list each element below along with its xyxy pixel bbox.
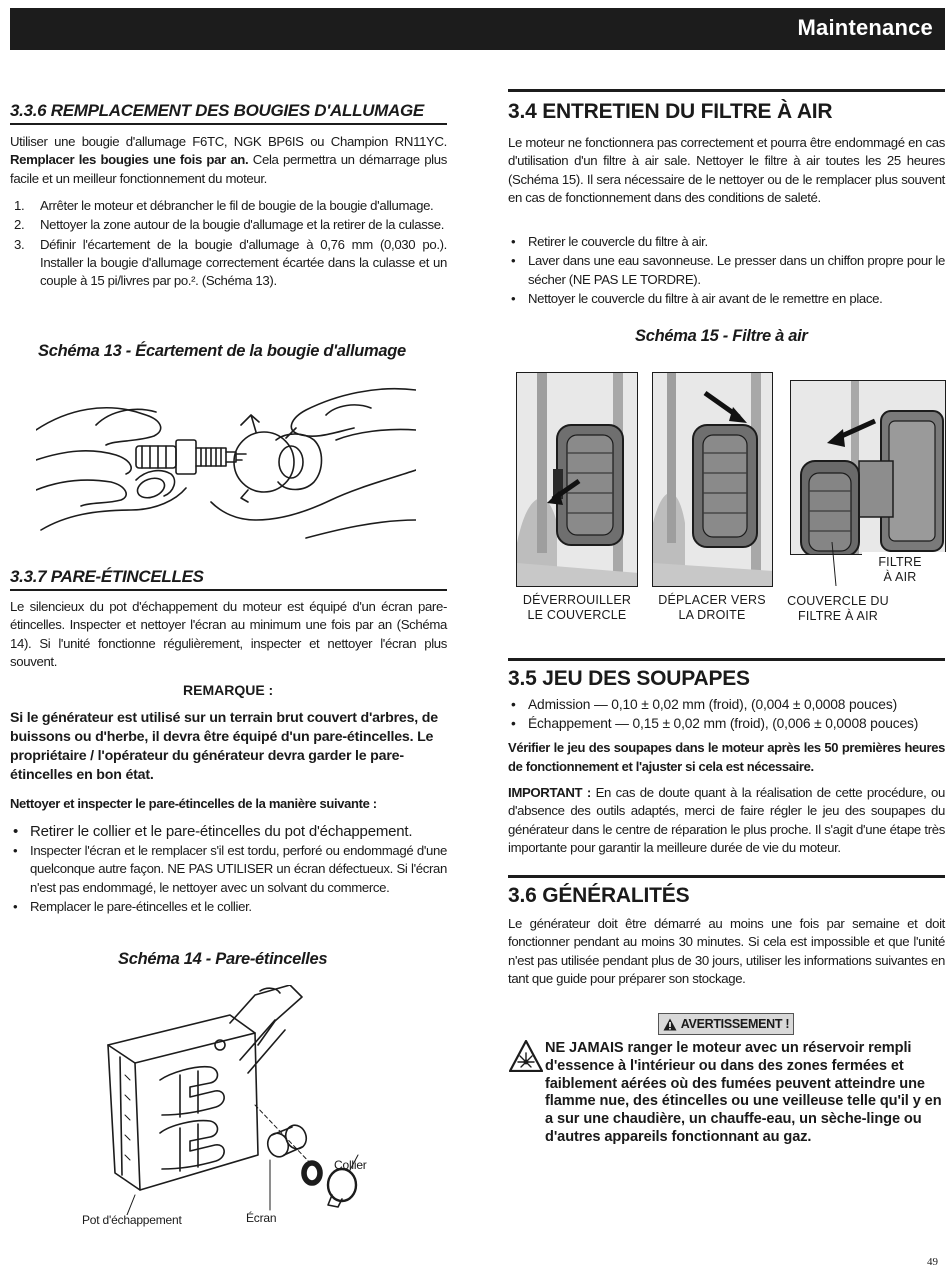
intro-text-end: Cela permettra un démarrage plus facile et un meilleur fonctionnement du moteur.: [10, 152, 447, 186]
section-3-3-6-steps: [10, 197, 447, 291]
filter-cover-label: [784, 594, 892, 624]
step-text: Nettoyer la zone autour de la bougie d'allumage et la retirer de la culasse.: [40, 217, 445, 233]
important-label: IMPORTANT :: [508, 785, 591, 800]
move-right-label: [650, 593, 774, 623]
section-3-6-intro: Le générateur doit être démarré au moins une fois par semaine et doit fonctionner pendant au moins 30 minutes. Si cela est impossible et que l'unité n'est pas utilisée pendant plus de 30 jours, utiliser les informations suivantes en tant que guide pour préparer son stockage.: [508, 916, 945, 986]
header-bar: [10, 8, 945, 50]
air-filter-photo-3: [791, 381, 946, 555]
important-note: [508, 784, 945, 857]
section-rule: [508, 89, 945, 92]
list-item: • Retirer le couvercle du filtre à air.: [508, 233, 945, 251]
list-item: • Inspecter l'écran et le remplacer s'il est tordu, perforé ou endommagé d'une quelconque autre façon. NE PAS UTILISER un écran défectueux. Si l'écran n'est pas endommagé, le nettoyer avec un solvant du commerce.: [10, 842, 447, 897]
section-rule: [508, 658, 945, 661]
page-title: Maintenance: [797, 15, 933, 40]
section-3-3-7-intro: Le silencieux du pot d'échappement du moteur est équipé d'un écran pare-étincelles. Inspecter et nettoyer l'écran au minimum une fois par an (Schéma 14). Si l'unité fonctionne régulièrement, inspecter et nettoyer l'écran plus souvent.: [10, 599, 447, 669]
step-number: 2.: [14, 217, 25, 233]
label-line: FILTRE: [878, 555, 922, 569]
figure-13-caption: Schéma 13 - Écartement de la bougie d'allumage: [38, 342, 406, 360]
label-line: À AIR: [883, 570, 917, 584]
warning-badge-label: AVERTISSEMENT !: [680, 1017, 790, 1031]
list-item: [10, 197, 447, 215]
spark-plug-gap-illustration: [36, 370, 416, 540]
section-rule: [10, 123, 447, 125]
warning-badge: [658, 1013, 794, 1035]
warning-triangle-icon: [663, 1018, 677, 1031]
section-rule: [508, 875, 945, 878]
figure-15-caption: Schéma 15 - Filtre à air: [635, 327, 808, 345]
section-3-4-intro: Le moteur ne fonctionnera pas correctement et pourra être endommagé en cas d'utilisation d'un filtre à air sale. Nettoyer le filtre à air toutes les 25 heures (Schéma 15). Il sera nécessaire de le nettoyer ou de le remplacer plus souvent en cas de fonctionnement dans des conditions de saleté.: [508, 135, 945, 205]
exhaust-pipe-label: Pot d'échappement: [82, 1213, 182, 1227]
label-line: COUVERCLE DU: [787, 594, 889, 608]
section-3-5-heading: 3.5 JEU DES SOUPAPES: [508, 667, 750, 690]
list-item: [10, 236, 447, 291]
screen-label: Écran: [246, 1211, 277, 1225]
list-item: [10, 216, 447, 234]
step-number: 3.: [14, 236, 25, 252]
remark-body: Si le générateur est utilisé sur un terrain brut couvert d'arbres, de buissons ou d'herbe, il devra être équipé d'un pare-étincelles. Le propriétaire / l'opérateur du générateur devra garder le pare-étincelles en bon état.: [10, 710, 438, 783]
photo-unlock-cover: [516, 372, 638, 587]
label-line: DÉVERROUILLER: [522, 593, 632, 607]
list-item: • Admission — 0,10 ± 0,02 mm (froid), (0,004 ± 0,0008 pouces): [508, 696, 945, 714]
inspect-instruction: Nettoyer et inspecter le pare-étincelles de la manière suivante :: [10, 796, 377, 811]
remark-heading: REMARQUE :: [183, 682, 274, 698]
intro-text: Utiliser une bougie d'allumage F6TC, NGK BP6IS ou Champion RN11YC.: [10, 134, 447, 149]
section-rule: [10, 589, 447, 591]
step-text: Définir l'écartement de la bougie d'allumage à 0,76 mm (0,030 po.). Installer la bougie d'allumage correctement écartée dans la culasse et un couple à 15 pi/livres par po.². (Schéma 13).: [40, 236, 447, 289]
section-3-3-6-intro: [10, 133, 447, 188]
air-filter-photo-2: [653, 373, 773, 587]
list-item: • Retirer le collier et le pare-étincelles du pot d'échappement.: [10, 822, 447, 841]
filter-leader-line: [828, 540, 868, 590]
section-3-4-bullets: [508, 233, 945, 309]
photo-move-right: [652, 372, 773, 587]
section-3-3-7-bullets: [10, 822, 447, 917]
label-line: LE COUVERCLE: [527, 608, 627, 622]
step-text: Arrêter le moteur et débrancher le fil de bougie de la bougie d'allumage.: [40, 198, 434, 213]
page-number: 49: [927, 1256, 938, 1268]
intro-bold-text: Remplacer les bougies une fois par an.: [10, 152, 249, 168]
list-item: • Échappement — 0,15 ± 0,02 mm (froid), (0,006 ± 0,0008 pouces): [508, 715, 945, 733]
unlock-cover-label: [515, 593, 639, 623]
list-item: • Nettoyer le couvercle du filtre à air avant de le remettre en place.: [508, 290, 945, 308]
explosion-hazard-icon: [509, 1040, 543, 1072]
label-line: FILTRE À AIR: [798, 609, 878, 623]
section-3-3-7-heading: 3.3.7 PARE-ÉTINCELLES: [10, 567, 204, 586]
photo-filter-cover: [790, 380, 946, 555]
list-item: • Remplacer le pare-étincelles et le collier.: [10, 898, 447, 916]
warning-text: NE JAMAIS ranger le moteur avec un réservoir rempli d'essence à l'intérieur ou dans des zones fermées et faiblement aérées où des fumées peuvent atteindre une flamme nue, des étincelles ou une veilleuse telle qu'il y en a sur une chaudière, un chauffe-eau, un sèche-linge ou d'autres appareils fonctionnant au gaz.: [545, 1040, 942, 1145]
section-3-3-6-heading: 3.3.6 REMPLACEMENT DES BOUGIES D'ALLUMAGE: [10, 101, 424, 120]
figure-14-caption: Schéma 14 - Pare-étincelles: [118, 950, 328, 968]
step-number: 1.: [14, 198, 25, 213]
collar-label: Collier: [334, 1158, 367, 1172]
air-filter-photo-1: [517, 373, 638, 587]
label-line: LA DROITE: [678, 608, 746, 622]
important-text: En cas de doute quant à la réalisation de cette procédure, ou d'absence des outils adaptés, merci de faire régler le jeu des soupapes du générateur dans le centre de réparation le plus proche. Il s'agit d'une étape très importante pour garantir la meilleure durée de vie du moteur.: [508, 785, 945, 855]
list-item: • Laver dans une eau savonneuse. Le presser dans un chiffon propre pour le sécher (NE PAS LE TORDRE).: [508, 252, 945, 289]
section-3-6-heading: 3.6 GÉNÉRALITÉS: [508, 884, 690, 907]
label-line: DÉPLACER VERS: [658, 593, 766, 607]
section-3-4-heading: 3.4 ENTRETIEN DU FILTRE À AIR: [508, 100, 833, 123]
muffler-spark-arrester-illustration: [80, 985, 380, 1215]
section-3-5-bullets: [508, 696, 945, 735]
valve-clearance-note: Vérifier le jeu des soupapes dans le moteur après les 50 premières heures de fonctionnement et l'ajuster si cela est nécessaire.: [508, 740, 945, 774]
air-filter-label: [866, 555, 934, 585]
